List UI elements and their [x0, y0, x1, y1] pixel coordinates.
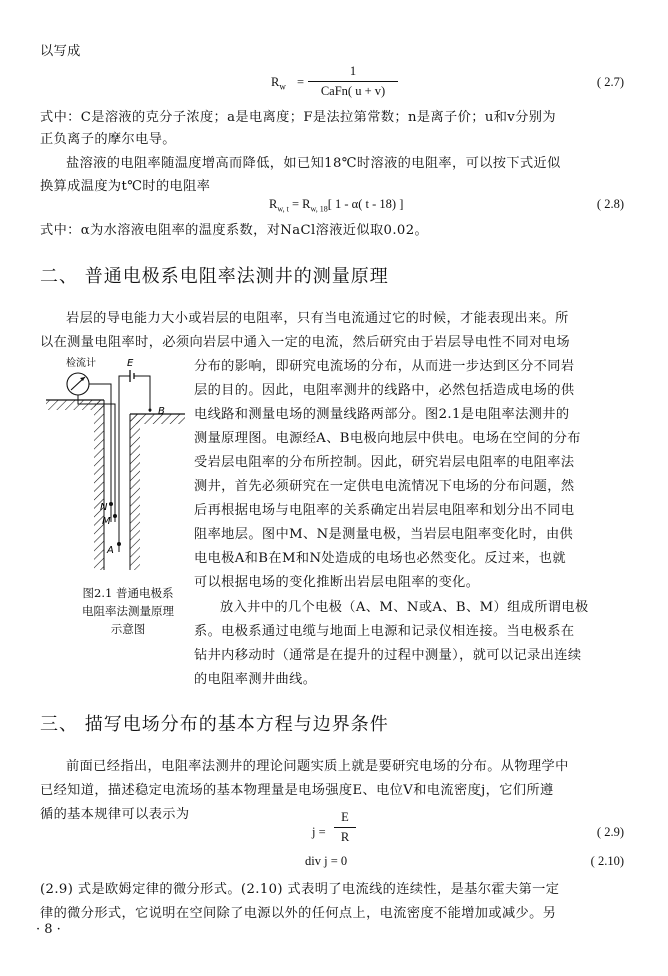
equation-number: ( 2.7): [596, 75, 624, 89]
text-line: 已经知道，描述稳定电流场的基本物理量是电场强度E、电位V和电流密度j，它们所遵: [40, 783, 554, 798]
text-line: 以写成: [40, 44, 81, 59]
text-line: 的电阻率测井曲线。: [194, 672, 317, 687]
galvanometer-label: 检流计: [66, 358, 96, 369]
text-line: 岩层的导电能力大小或岩层的电阻率，只有当电流通过它的时候，才能表现出来。所: [66, 311, 569, 326]
section-heading: 三、 描写电场分布的基本方程与边界条件: [40, 714, 389, 735]
borehole-wall-right: [130, 414, 140, 570]
text-line: 测量原理图。电源经A、B电极向地层中供电。电场在空间的分布: [194, 431, 581, 446]
text-line: 层的目的。因此，电阻率测井的线路中，必然包括造成电场的供: [194, 383, 575, 398]
equation-2-8: $R_{w, t} = R_{w, 18}$[ 1 - α( t - 18) ]: [269, 197, 404, 214]
equation-2-7-lhs: $R_w$ =: [271, 75, 305, 92]
text-line: 放入井中的几个电极（A、M、N或A、B、M）组成所谓电极: [220, 600, 589, 615]
equation-number: ( 2.9): [596, 825, 624, 839]
section-heading: 二、 普通电极系电阻率法测井的测量原理: [40, 266, 389, 287]
label-B: B: [158, 406, 165, 417]
text-line: 循的基本规律可以表示为: [40, 807, 190, 822]
text-line: 可以根据电场的变化推断出岩层电阻率的变化。: [194, 575, 480, 590]
label-A: A: [107, 545, 114, 556]
text-line: 后再根据电场与电阻率的关系确定出岩层电阻率和划分出不同电: [194, 503, 575, 518]
text-line: 式中：C是溶液的克分子浓度；a是电离度；F是法拉第常数；n是离子价；u和v分别为: [40, 110, 556, 125]
borehole-wall-left: [94, 400, 104, 570]
equation-number: ( 2.8): [596, 197, 624, 211]
equation-2-10: div j = 0: [305, 854, 348, 868]
electrode-system-diagram: [38, 352, 188, 572]
text-line: 测井，首先必须研究在一定供电电流情况下电场的分布问题，然: [194, 479, 575, 494]
text-line: 前面已经指出，电阻率法测井的理论问题实质上就是要研究电场的分布。从物理学中: [66, 759, 569, 774]
text-line: (2.9) 式是欧姆定律的微分形式。(2.10) 式表明了电流线的连续性，是基尔霍夫第一定: [40, 882, 560, 897]
electrode-B: [149, 409, 152, 412]
page-number: · 8 ·: [36, 922, 61, 937]
text-line: 电电极A和B在M和N处造成的电场也必然变化。反过来，也就: [194, 551, 566, 566]
text-line: 律的微分形式，它说明在空间除了电源以外的任何点上，电流密度不能增加或减少。另: [40, 906, 557, 921]
equation-2-9-lhs: j =: [312, 825, 326, 839]
label-N: N: [100, 502, 108, 513]
electrode-N: [109, 502, 113, 506]
label-E: E: [127, 358, 134, 369]
text-line: 阻率地层。图中M、N是测量电极，当岩层电阻率变化时，由供: [194, 527, 574, 542]
text-line: 以在测量电阻率时，必须向岩层中通入一定的电流，然后研究由于岩层导电性不同对电场: [40, 335, 570, 350]
label-M: M: [102, 516, 111, 527]
equation-2-9-fraction: E R: [334, 810, 356, 845]
electrode-A: [117, 542, 121, 546]
electrode-M: [113, 514, 117, 518]
supply-wire: [119, 376, 130, 552]
equation-number: ( 2.10): [590, 854, 624, 868]
text-line: 分布的影响，即研究电流场的分布，从而进一步达到区分不同岩: [194, 359, 575, 374]
supply-wire-B: [134, 376, 150, 412]
text-line: 受岩层电阻率的分布所控制。因此，研究岩层电阻率的电阻率法: [194, 455, 575, 470]
text-line: 换算成温度为t℃时的电阻率: [40, 179, 211, 194]
equation-2-7-fraction: 1 CaFn( u + v): [308, 64, 398, 99]
text-line: 系。电极系通过电缆与地面上电源和记录仪相连接。当电极系在: [194, 624, 575, 639]
text-line: 式中：α为水溶液电阻率的温度系数，对NaCl溶液近似取0.02。: [40, 223, 429, 238]
text-line: 盐溶液的电阻率随温度增高而降低，如已知18℃时溶液的电阻率，可以按下式近似: [66, 156, 561, 171]
text-line: 正负离子的摩尔电导。: [40, 132, 176, 147]
text-line: 钻井内移动时（通常是在提升的过程中测量），就可以记录出连续: [194, 648, 582, 663]
figure-caption: 图2.1 普通电极系 电阻率法测量原理 示意图: [82, 586, 174, 636]
text-line: 电线路和测量电场的测量线路两部分。图2.1是电阻率法测井的: [194, 407, 570, 422]
